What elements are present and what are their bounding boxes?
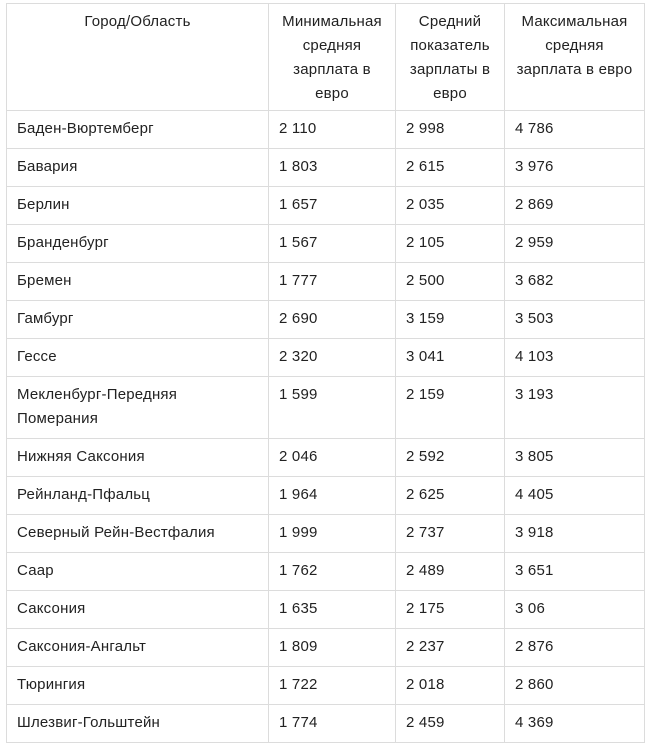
- max-salary-cell: 3 805: [505, 439, 645, 477]
- avg-salary-cell: 3 041: [396, 339, 505, 377]
- min-salary-cell: 2 046: [269, 439, 396, 477]
- region-cell: Бремен: [7, 263, 269, 301]
- max-salary-cell: 3 976: [505, 149, 645, 187]
- table-row: [7, 667, 645, 705]
- avg-salary-cell: 2 592: [396, 439, 505, 477]
- header-min-salary: Минимальная средняя зарплата в евро: [269, 4, 396, 111]
- table-row: [7, 439, 645, 477]
- min-salary-cell: 1 657: [269, 187, 396, 225]
- min-salary-cell: 2 690: [269, 301, 396, 339]
- min-salary-cell: 1 567: [269, 225, 396, 263]
- avg-salary-cell: 2 175: [396, 591, 505, 629]
- max-salary-cell: 3 503: [505, 301, 645, 339]
- max-salary-cell: 3 682: [505, 263, 645, 301]
- table-body: [7, 111, 645, 743]
- table-row: [7, 591, 645, 629]
- max-salary-cell: 4 369: [505, 705, 645, 743]
- min-salary-cell: 1 762: [269, 553, 396, 591]
- table-row: [7, 377, 645, 439]
- avg-salary-cell: 2 159: [396, 377, 505, 439]
- avg-salary-cell: 2 237: [396, 629, 505, 667]
- salary-table: [6, 3, 645, 743]
- max-salary-cell: 4 405: [505, 477, 645, 515]
- table-row: [7, 187, 645, 225]
- max-salary-cell: 3 918: [505, 515, 645, 553]
- avg-salary-cell: 2 018: [396, 667, 505, 705]
- region-cell: Северный Рейн-Вестфалия: [7, 515, 269, 553]
- region-cell: Берлин: [7, 187, 269, 225]
- region-cell: Рейнланд-Пфальц: [7, 477, 269, 515]
- min-salary-cell: 1 803: [269, 149, 396, 187]
- header-region: Город/Область: [7, 4, 269, 111]
- avg-salary-cell: 2 459: [396, 705, 505, 743]
- table-row: [7, 553, 645, 591]
- table-header-row: [7, 4, 645, 111]
- max-salary-cell: 2 876: [505, 629, 645, 667]
- region-cell: Тюрингия: [7, 667, 269, 705]
- avg-salary-cell: 2 625: [396, 477, 505, 515]
- table-row: [7, 149, 645, 187]
- table-row: [7, 339, 645, 377]
- max-salary-cell: 3 193: [505, 377, 645, 439]
- min-salary-cell: 1 722: [269, 667, 396, 705]
- region-cell: Баден-Вюртемберг: [7, 111, 269, 149]
- max-salary-cell: 4 103: [505, 339, 645, 377]
- region-cell: Саар: [7, 553, 269, 591]
- region-cell: Саксония: [7, 591, 269, 629]
- max-salary-cell: 2 869: [505, 187, 645, 225]
- avg-salary-cell: 2 500: [396, 263, 505, 301]
- min-salary-cell: 2 320: [269, 339, 396, 377]
- min-salary-cell: 1 999: [269, 515, 396, 553]
- avg-salary-cell: 2 737: [396, 515, 505, 553]
- region-cell: Бранденбург: [7, 225, 269, 263]
- min-salary-cell: 2 110: [269, 111, 396, 149]
- avg-salary-cell: 2 998: [396, 111, 505, 149]
- max-salary-cell: 3 06: [505, 591, 645, 629]
- min-salary-cell: 1 635: [269, 591, 396, 629]
- region-cell: Саксония-Ангальт: [7, 629, 269, 667]
- region-cell: Нижняя Саксония: [7, 439, 269, 477]
- min-salary-cell: 1 809: [269, 629, 396, 667]
- avg-salary-cell: 2 035: [396, 187, 505, 225]
- table-row: [7, 263, 645, 301]
- max-salary-cell: 2 860: [505, 667, 645, 705]
- region-cell: Гамбург: [7, 301, 269, 339]
- min-salary-cell: 1 777: [269, 263, 396, 301]
- header-max-salary: Максимальная средняя зарплата в евро: [505, 4, 645, 111]
- avg-salary-cell: 2 615: [396, 149, 505, 187]
- region-cell: Мекленбург-Передняя Померания: [7, 377, 269, 439]
- min-salary-cell: 1 964: [269, 477, 396, 515]
- avg-salary-cell: 2 489: [396, 553, 505, 591]
- table-row: [7, 477, 645, 515]
- region-cell: Бавария: [7, 149, 269, 187]
- min-salary-cell: 1 599: [269, 377, 396, 439]
- max-salary-cell: 2 959: [505, 225, 645, 263]
- table-row: [7, 705, 645, 743]
- avg-salary-cell: 2 105: [396, 225, 505, 263]
- table-row: [7, 301, 645, 339]
- table-row: [7, 225, 645, 263]
- table-row: [7, 629, 645, 667]
- region-cell: Гессе: [7, 339, 269, 377]
- max-salary-cell: 3 651: [505, 553, 645, 591]
- region-cell: Шлезвиг-Гольштейн: [7, 705, 269, 743]
- min-salary-cell: 1 774: [269, 705, 396, 743]
- max-salary-cell: 4 786: [505, 111, 645, 149]
- table-row: [7, 111, 645, 149]
- avg-salary-cell: 3 159: [396, 301, 505, 339]
- table-row: [7, 515, 645, 553]
- header-avg-salary: Средний показатель зарплаты в евро: [396, 4, 505, 111]
